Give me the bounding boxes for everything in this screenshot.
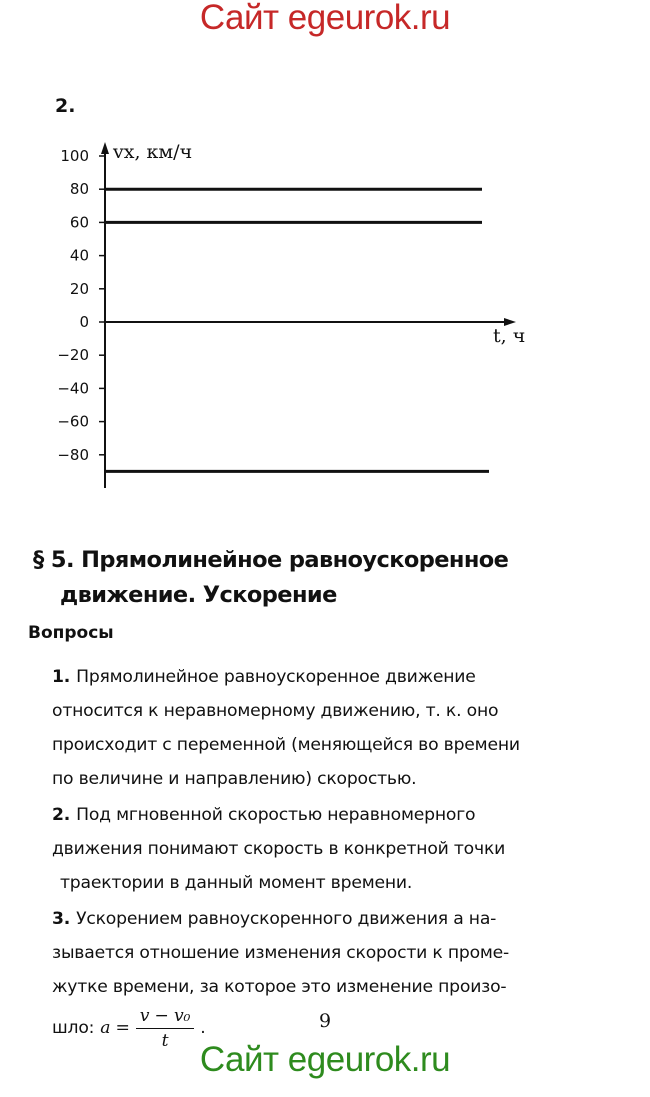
series-group (105, 189, 489, 471)
answer-line: Под мгновенной скоростью неравномерного (76, 805, 476, 825)
answer-number: 3. (52, 909, 71, 929)
y-tick-label: 60 (69, 213, 89, 232)
y-tick-label: 0 (79, 313, 89, 331)
site-banner-bottom: Сайт egeurok.ru (199, 1040, 451, 1079)
answer-number: 2. (52, 805, 71, 825)
site-banner-top: Сайт egeurok.ru (199, 0, 451, 37)
section-heading-line2: движение. Ускорение (60, 582, 337, 608)
y-tick-label: 40 (69, 246, 89, 265)
x-axis-label: t, ч (493, 325, 526, 347)
answer-line: происходит с переменной (меняющейся во времени (52, 735, 520, 755)
formula-denominator: t (161, 1031, 169, 1051)
answer-line: относится к неравномерному движению, т. к. оно (52, 701, 499, 721)
formula-numerator: v − v₀ (136, 1004, 194, 1029)
y-tick-label: −60 (57, 412, 89, 431)
answers-list (52, 662, 577, 1058)
answer-3: 3. Ускорением равноускоренного движения a на- зывается отношение изменения скорости к проме- жутке времени, за которое это изменение произо- шло: a = $\frac{\text{v − v₀}}{t}$ . (52, 904, 577, 1053)
answer-line: зывается отношение изменения скорости к проме- (52, 943, 510, 963)
formula-prefix: шло: (52, 1018, 95, 1038)
y-tick-label: 100 (60, 147, 89, 165)
section-heading (33, 543, 623, 613)
y-tick-label: −80 (57, 445, 89, 464)
y-axis-arrow (101, 142, 109, 154)
questions-label: Вопросы (28, 623, 114, 643)
problem-number: 2. (55, 95, 76, 117)
answer-number: 1. (52, 667, 71, 687)
answer-line: жутке времени, за которое это изменение произо- (52, 977, 507, 997)
answer-line: траектории в данный момент времени. (60, 873, 413, 893)
y-tick-label: −20 (57, 346, 89, 365)
y-tick-group (57, 147, 105, 464)
answer-2 (52, 800, 577, 899)
answer-1 (52, 662, 577, 795)
y-axis-label: vx, км/ч (113, 141, 193, 163)
y-tick-label: 80 (69, 180, 89, 199)
answer-line: Ускорением равноускоренного движения a на- (76, 909, 497, 929)
answer-line: движения понимают скорость в конкретной точки (52, 839, 506, 859)
answer-line: по величине и направлению) скоростью. (52, 769, 417, 789)
y-tick-label: 20 (69, 279, 89, 298)
formula-lhs: a = (100, 1018, 130, 1038)
velocity-time-chart (0, 0, 650, 500)
section-heading-line1: § 5. Прямолинейное равноускоренное (33, 547, 509, 573)
y-tick-label: −40 (57, 379, 89, 398)
page-number: 9 (318, 1010, 332, 1032)
answer-line: Прямолинейное равноускоренное движение (76, 667, 476, 687)
